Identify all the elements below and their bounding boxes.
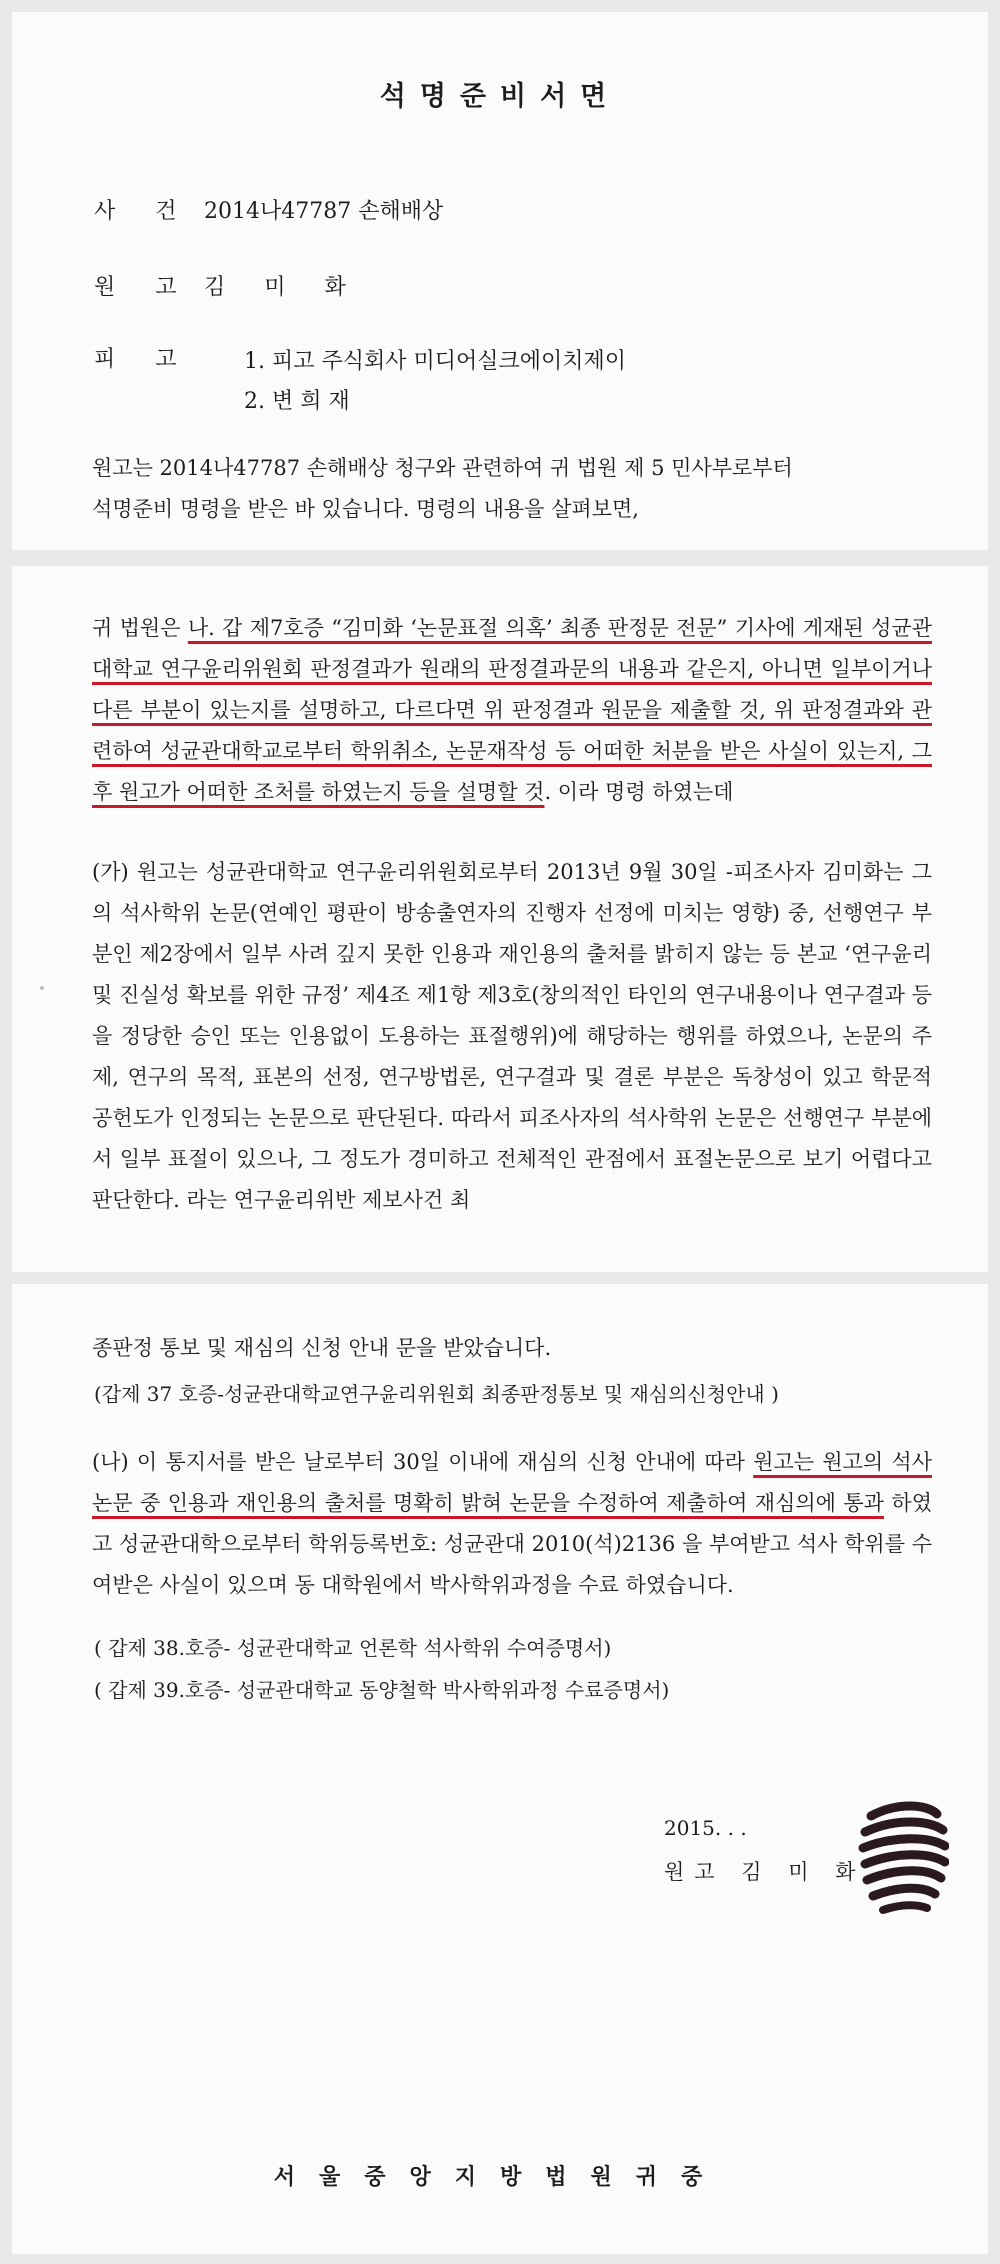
evidence-37: (갑제 37 호증-성균관대학교연구윤리위원회 최종판정통보 및 재심의신청안내 ) <box>94 1382 779 1406</box>
order-suffix: . 이라 명령 하였는데 <box>544 780 734 804</box>
plaintiff-row <box>94 270 362 301</box>
case-label: 사건 <box>94 199 217 224</box>
intro-paragraph <box>92 448 932 530</box>
court-addressee: 서울중앙지방법원귀중 <box>273 2165 727 2190</box>
redacted-seal-icon <box>857 1796 949 1924</box>
item-b-suffix: 하였고 성균관대학으로부터 학위등록번호: 성균관대 2010(석)2136 을 부여받고 석사 학위를 수여받은 사실이 있으며 동 대학원에서 박사학위과정을 수료 하였습니다. <box>92 1491 933 1597</box>
evidence-38: ( 갑제 38.호증- 성균관대학교 언론학 석사학위 수여증명서) <box>94 1636 612 1660</box>
item-a-paragraph: (가) 원고는 성균관대학교 연구윤리위원회로부터 2013년 9월 30일 -피조사자 김미화는 그의 석사학위 논문(연예인 평판이 방송출연자의 진행자 선정에 미치는 영향) 중, 선행연구 부분인 제2장에서 일부 사려 깊지 못한 인용과 재인용의 출처를 밝히지 않는 등 본교 ‘연구윤리 및 진실성 확보를 위한 규정’ 제4조 제1항 제3호(창의적인 타인의 연구내용이나 연구결과 등을 정당한 승인 또는 인용없이 도용하는 표절행위)에 해당하는 행위를 하였으나, 논문의 주제, 연구의 목적, 표본의 선정, 연구방법론, 연구결과 및 결론 부분은 독창성이 있고 학문적 공헌도가 인정되는 논문으로 판단된다. 따라서 피조사자의 석사학위 논문은 선행연구 부분에서 일부 표절이 있으나, 그 정도가 경미하고 전체적인 관점에서 표절논문으로 보기 어렵다고 판단한다. 라는 연구윤리위반 제보사건 최 <box>92 860 932 1212</box>
document-page-3 <box>12 1284 988 2254</box>
plaintiff-label: 원고 <box>94 275 217 300</box>
document-page-2 <box>12 566 988 1272</box>
defendant-label: 피고 <box>94 347 217 372</box>
defendant-list <box>244 342 626 422</box>
plaintiff-name: 김 미 화 <box>204 275 362 300</box>
item-b-prefix: (나) 이 통지서를 받은 날로부터 30일 이내에 재심의 신청 안내에 따라 <box>92 1450 754 1474</box>
signer-name: 원고 김 미 화 <box>664 1860 866 1884</box>
scan-speck <box>40 986 44 990</box>
document-page-1 <box>12 12 988 550</box>
order-underlined: 나. 갑 제7호증 “김미화 ‘논문표절 의혹’ 최종 판정문 전문” 기사에 게재된 성균관대학교 연구윤리위원회 판정결과가 원래의 판정결과문의 내용과 같은지, 아니면 일부이거나 다른 부분이 있는지를 설명하고, 다르다면 위 판정결과 원문을 제출할 것, 위 판정결과와 관련하여 성균관대학교로부터 학위취소, 논문재작성 등 어떠한 처분을 받은 사실이 있는지, 그 후 원고가 어떠한 조처를 하였는지 등을 설명할 것 <box>92 616 932 804</box>
item-b-underlined: 원고는 원고의 석사 논문 중 인용과 재인용의 출처를 명확히 밝혀 논문을 수정하여 제출하여 재심의에 통과 <box>92 1450 932 1515</box>
defendant-row <box>94 342 234 373</box>
defendant-1: 1. 피고 주식회사 미디어실크에이치제이 <box>244 349 627 374</box>
intro-line-1: 원고는 2014나47787 손해배상 청구와 관련하여 귀 법원 제 5 민사부로부터 <box>92 456 793 480</box>
court-order-paragraph <box>92 608 932 813</box>
evidence-39: ( 갑제 39.호증- 성균관대학교 동양철학 박사학위과정 수료증명서) <box>94 1678 670 1702</box>
item-b-paragraph <box>92 1442 932 1606</box>
order-prefix: 귀 법원은 <box>92 616 188 640</box>
filing-date: 2015. . . <box>664 1816 747 1840</box>
case-row <box>94 194 443 225</box>
intro-line-2: 석명준비 명령을 받은 바 있습니다. 명령의 내용을 살펴보면, <box>92 497 639 521</box>
case-value: 2014나47787 손해배상 <box>204 199 444 224</box>
defendant-2: 2. 변 희 재 <box>244 389 350 414</box>
continuation-line: 종판정 통보 및 재심의 신청 안내 문을 받았습니다. <box>92 1336 552 1360</box>
document-title: 석명준비서면 <box>379 81 621 112</box>
